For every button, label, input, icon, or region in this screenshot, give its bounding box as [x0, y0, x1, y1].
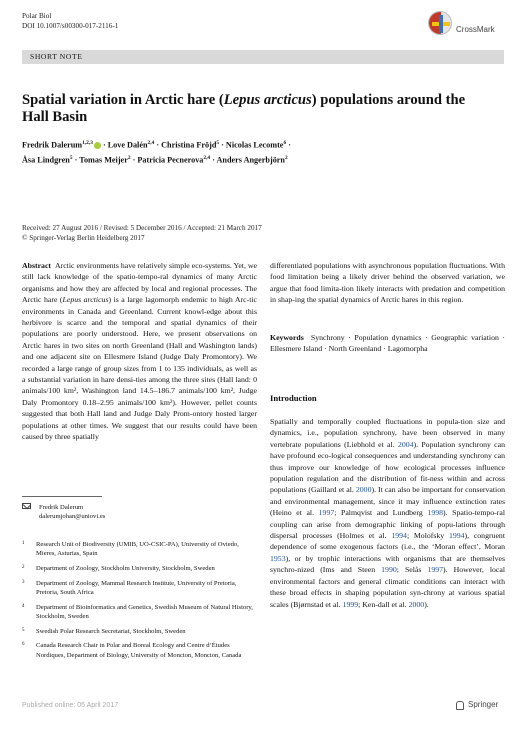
citation-link[interactable]: 1997: [427, 565, 444, 575]
intro-text-run: ), or by trophic interactions with organisms that are themselves synchro-nized (Ims and Steen: [270, 553, 505, 575]
doi[interactable]: DOI 10.1007/s00300-017-2116-1: [22, 22, 119, 30]
publisher-name: Springer: [468, 700, 499, 709]
affiliation-text: Department of Bioinformatics and Genetics, Swedish Museum of Natural History, Stockholm, Sweden: [36, 603, 253, 620]
article-type-banner: SHORT NOTE: [22, 50, 504, 64]
author-affiliation-ref: 2: [284, 154, 288, 161]
intro-text-run: ; Ken-dall et al.: [358, 599, 409, 609]
author-affiliation-ref: 2,4: [147, 140, 155, 146]
author-name[interactable]: Tomas Meijer: [79, 155, 128, 165]
introduction-heading: Introduction: [270, 393, 317, 403]
author-name[interactable]: Anders Angerbjörn: [216, 155, 285, 165]
author-affiliation-ref: 2,4: [203, 154, 211, 161]
journal-name: Polar Biol: [22, 12, 52, 20]
author-affiliation-ref: 1,2,3: [82, 140, 93, 146]
crossmark-label: CrossMark: [456, 25, 495, 34]
citation-link[interactable]: 1994: [448, 531, 465, 541]
publisher-logo: [456, 700, 512, 712]
citation-link[interactable]: 1999: [342, 599, 359, 609]
author-name[interactable]: Nicolas Lecomte: [225, 140, 284, 150]
orcid-icon[interactable]: [94, 142, 101, 149]
envelope-icon: [22, 503, 31, 509]
citation-link[interactable]: 1953: [270, 553, 286, 563]
contact-name: Fredrik Dalerum: [39, 504, 84, 511]
author-affiliation-ref: 6: [283, 140, 287, 146]
affiliation-text: Department of Zoology, Stockholm University, Stockholm, Sweden: [36, 565, 215, 572]
citation-link[interactable]: 2000: [355, 485, 372, 495]
intro-text-run: Spatially and temporally coupled fluctuations in popula-tion size and dynamics, i.e., population synchrony, have been observed in many vertebrate populations (Liebhold et al.: [270, 417, 505, 449]
intro-text-run: ), congruent dependence of some exogenous factors (i.e., the ‘Moran effect’, Moran: [270, 531, 505, 552]
affiliation-number: 2: [22, 565, 25, 570]
corresponding-author: [22, 503, 105, 522]
footnote-divider: [22, 496, 102, 497]
running-header: [22, 11, 118, 31]
intro-text-run: ; Selås: [396, 565, 428, 575]
keywords-label: Keywords: [270, 333, 304, 342]
affiliation-text: Research Unit of Biodiversity (UMIB, UO-CSIC-PA), University of Oviedo, Mieres, Asturias, Spain: [36, 541, 239, 558]
citation-link[interactable]: 1998: [427, 508, 444, 518]
intro-text-run: ). It can also be important for conservation and environmental management, since it may influence extinction rates (Heino et al.: [270, 485, 506, 518]
citation-link[interactable]: 2000: [408, 599, 425, 609]
author-name[interactable]: Patricia Pecnerova: [137, 155, 204, 165]
affiliation-item: [22, 603, 257, 622]
intro-text-run: ).: [424, 599, 429, 609]
affiliation-number: 6: [22, 642, 25, 648]
author-list: Fredrik Dalerum$^{1,2,3}$ · Love Dalén$^{2,4}$ · Christina Fröjd$^5$ · Nicolas Lecomte$^6$ · Åsa Lindgren$^5$ · Tomas Meijer$^2$ · Patricia Pecnerova$^{2,4}$ · Anders Angerbjörn$^2$: [22, 140, 291, 165]
citation-link[interactable]: 1994: [391, 531, 407, 541]
affiliation-item: [22, 540, 257, 559]
intro-text-run: ). Spatio-tempo-ral coupling can arise from demographic linking of popu-lations through dispersal processes (Holmes et al.: [270, 508, 506, 541]
affiliation-number: 5: [22, 627, 25, 633]
affiliation-item: [22, 627, 257, 636]
crossmark-icon: [428, 11, 452, 35]
citation-link[interactable]: 1997: [318, 508, 335, 518]
keywords: [270, 332, 505, 355]
abstract-continued: differentiated populations with asynchronous population fluctuations. With food limitation being a likely driver behind the observed variation, we argue that food limita-tion likely interacts with predation and competition in shap-ing the spatial dynamics of Arctic hares in this region.: [270, 261, 505, 305]
author-name[interactable]: Love Dalén: [107, 140, 148, 150]
author-name[interactable]: Åsa Lindgren: [22, 155, 70, 165]
author-name[interactable]: Christina Fröjd: [161, 140, 217, 150]
author-affiliation-ref: 2: [127, 154, 131, 161]
copyright-line: © Springer-Verlag Berlin Heidelberg 2017: [22, 234, 145, 242]
affiliation-item: [22, 564, 257, 573]
intro-text-run: ; Molofsky: [406, 531, 449, 541]
affiliation-item: [22, 579, 257, 598]
article-title: Spatial variation in Arctic hare (Lepus arcticus) populations around the Hall Basin: [22, 92, 466, 125]
citation-link[interactable]: 2004: [397, 439, 414, 449]
affiliation-text: Swedish Polar Research Secretariat, Stockholm, Sweden: [36, 627, 186, 635]
keywords-text: Synchrony · Population dynamics · Geographic variation · Ellesmere Island · North Greenland · Lagomorpha: [270, 333, 506, 354]
springer-horse-icon: [456, 701, 464, 710]
affiliation-text: Department of Zoology, Mammal Research Institute, University of Pretoria, Pretoria, South Africa: [36, 579, 237, 596]
affiliation-text: Canada Research Chair in Polar and Boreal Ecology and Centre d’Études Nordiques, Department of Biology, University of Moncton, Moncton, Canada: [36, 642, 242, 659]
affiliation-item: [22, 641, 257, 660]
contact-email[interactable]: dalerumjohan@uniovi.es: [39, 513, 106, 521]
intro-text-run: ; Palmqvist and Lundberg: [334, 508, 428, 518]
history-line: Received: 27 August 2016 / Revised: 5 December 2016 / Accepted: 21 March 2017: [22, 224, 262, 232]
author-name[interactable]: Fredrik Dalerum: [22, 140, 83, 150]
intro-text-run: ). Population synchrony can have profound eco-logical consequences and understanding synchrony can thus improve our knowledge of how ecological processes influence population regulation and the distribution of fit-ness within and across populations (Gaillard et al.: [270, 439, 506, 495]
affiliations: [22, 540, 257, 665]
author-affiliation-ref: 5: [69, 154, 73, 161]
introduction-text: [270, 416, 505, 610]
author-affiliation-ref: 5: [216, 140, 220, 146]
intro-text-run: ). However, local environmental factors and general climatic conditions can interact with these broad effects in shaping population syn-chrony at various spatial scales (Bjørnstad et al.: [270, 565, 505, 609]
citation-link[interactable]: 1990: [381, 565, 397, 575]
published-date: Published online: 05 April 2017: [22, 702, 119, 709]
crossmark-badge[interactable]: [428, 11, 504, 39]
abstract: Abstract Arctic environments have relatively simple eco-systems. Yet, we still lack knowledge of the spatio-tempo-ral dynamics of many Arctic organisms and how they are affected by local and regional processes. The Arctic hare (Lepus arcticus) is a large lagomorph endemic to high Arc-tic environments in Canada and Greenland. Current knowl-edge about this herbivore is scarce and the temporal and spatial dynamics of their populations are poorly understood. Here, we present observations on Arctic hares in two sites on north Greenland (Hall and Washington lands) and one adjacent site on Ellesmere Island (Judge Daly Promontory). We recorded a large range of group sizes from 1 to 135 individuals, as well as a substantial variation in hare densi-ties among the three sites (Hall land: 0 animals/100 km², Washington land 14.5–186.7 animals/100 km², Judge Daly Promontory 0.18–2.95 animals/100 km²). However, pellet counts suggested that both Hall land and Judge Daly Prom-ontory hosted larger populations at other times. We suggest that our results could have been caused by three spatially: [22, 261, 257, 442]
article-dates: [22, 223, 262, 243]
affiliation-number: 1: [22, 541, 25, 546]
affiliation-number: 4: [22, 603, 25, 609]
abstract-label: Abstract: [22, 261, 52, 270]
affiliation-number: 3: [22, 579, 25, 585]
